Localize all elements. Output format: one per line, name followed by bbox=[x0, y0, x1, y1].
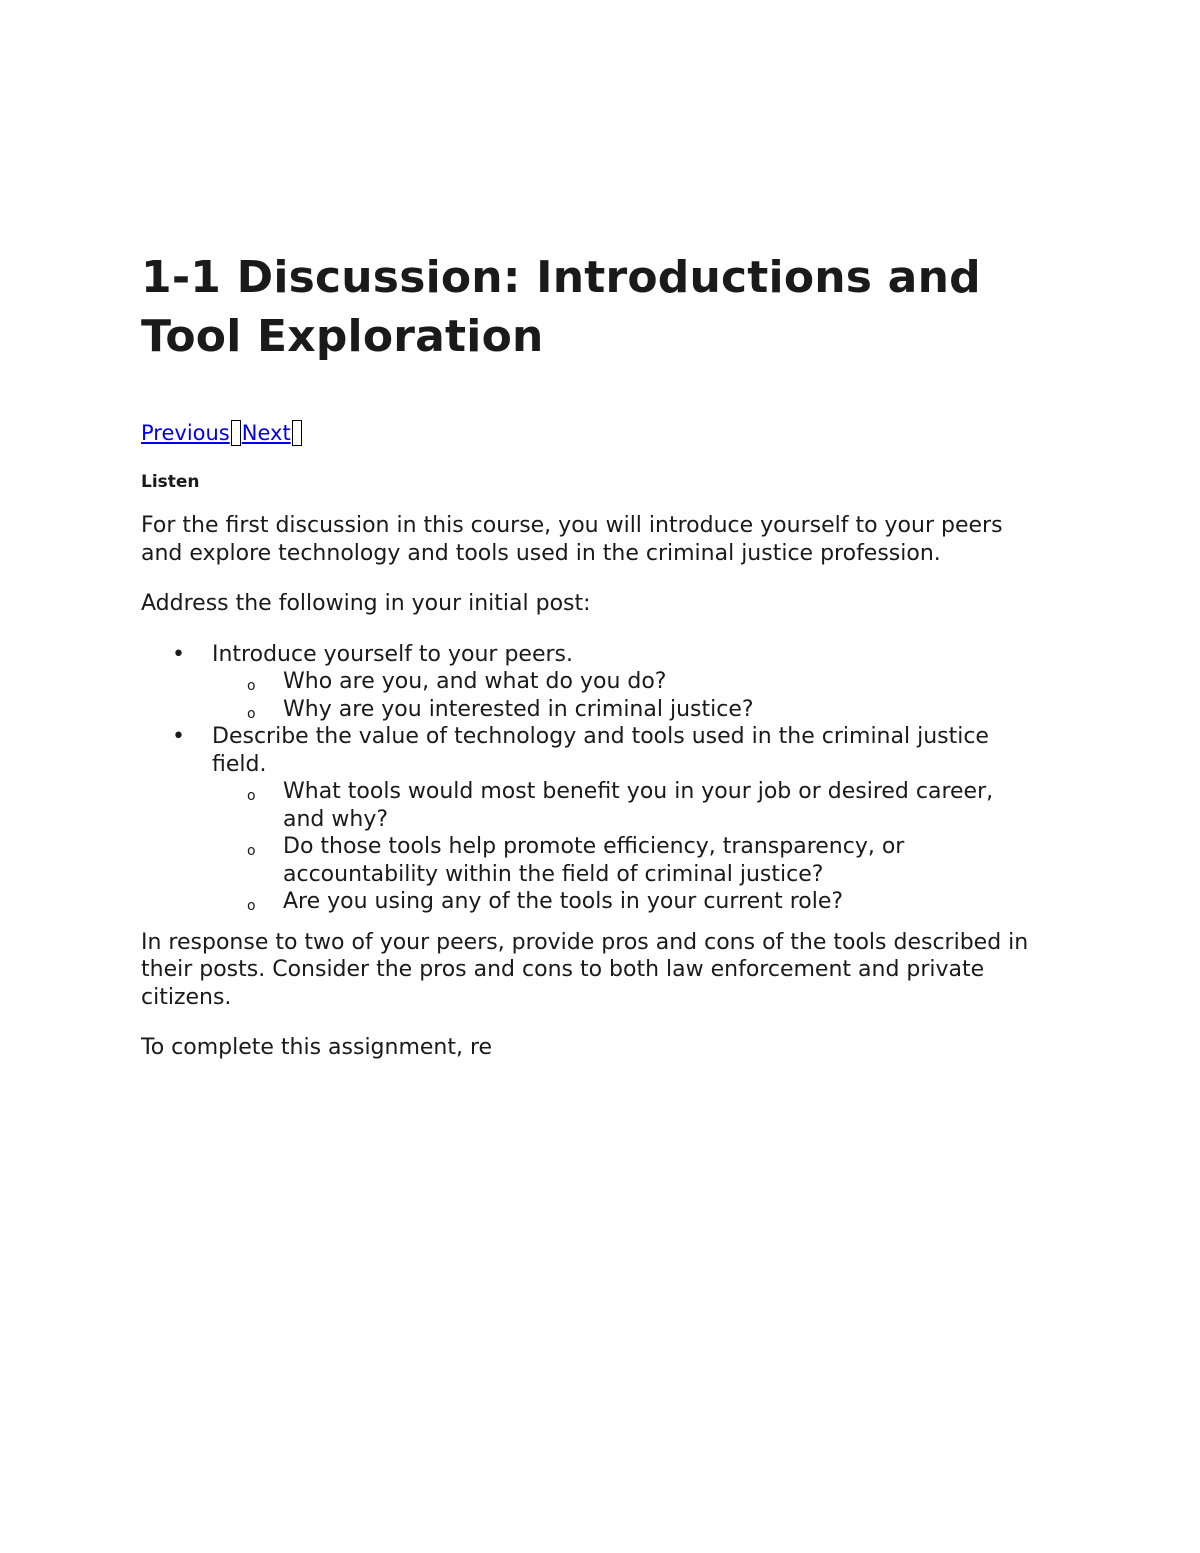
address-paragraph: Address the following in your initial post: bbox=[141, 591, 591, 616]
previous-link[interactable]: Previous bbox=[141, 421, 230, 445]
intro-paragraph: For the first discussion in this course, you will introduce yourself to your peers and explore technology and tools used in the criminal justice profession. bbox=[141, 513, 1003, 566]
sub-list-item bbox=[141, 696, 1041, 724]
missing-glyph-icon bbox=[292, 420, 302, 446]
sub-list-item-text: Are you using any of the tools in your current role? bbox=[283, 889, 844, 914]
response-paragraph: In response to two of your peers, provide pros and cons of the tools described in their posts. Consider the pros and cons to both law enforcement and private citizens. bbox=[141, 929, 1029, 1010]
list-item bbox=[141, 668, 1041, 723]
circle-bullet-icon: o bbox=[247, 898, 256, 914]
listen-button[interactable]: Listen bbox=[141, 472, 200, 492]
sub-list bbox=[141, 778, 1041, 916]
requirements-list bbox=[141, 641, 1041, 916]
sub-list-item bbox=[141, 833, 1041, 888]
sub-list-item bbox=[141, 668, 1041, 696]
bullet-icon: • bbox=[172, 724, 185, 749]
page-title: 1-1 Discussion: Introductions and Tool Exploration bbox=[141, 252, 981, 362]
list-item-text: Introduce yourself to your peers. bbox=[212, 641, 574, 667]
list-item bbox=[141, 778, 1041, 916]
complete-paragraph: To complete this assignment, re bbox=[141, 1035, 493, 1060]
next-link[interactable]: Next bbox=[241, 421, 291, 445]
list-item bbox=[141, 641, 1041, 669]
missing-glyph-icon bbox=[231, 420, 241, 446]
list-item bbox=[141, 723, 1041, 778]
pagination-nav bbox=[141, 418, 1041, 448]
list-item-text: Describe the value of technology and tools used in the criminal justice field. bbox=[212, 724, 989, 777]
circle-bullet-icon: o bbox=[247, 678, 256, 694]
sub-list-item-text: Do those tools help promote efficiency, transparency, or accountability within the field of criminal justice? bbox=[283, 834, 905, 887]
sub-list-item bbox=[141, 778, 1041, 833]
sub-list-item-text: Who are you, and what do you do? bbox=[283, 669, 667, 694]
circle-bullet-icon: o bbox=[247, 843, 256, 859]
circle-bullet-icon: o bbox=[247, 788, 256, 804]
bullet-icon: • bbox=[172, 641, 185, 667]
circle-bullet-icon: o bbox=[247, 705, 256, 722]
sub-list-item bbox=[141, 888, 1041, 916]
sub-list-item-text: Why are you interested in criminal justice? bbox=[283, 696, 754, 722]
sub-list-item-text: What tools would most benefit you in your job or desired career, and why? bbox=[283, 779, 994, 832]
document-page bbox=[141, 248, 1041, 1062]
sub-list bbox=[141, 668, 1041, 723]
